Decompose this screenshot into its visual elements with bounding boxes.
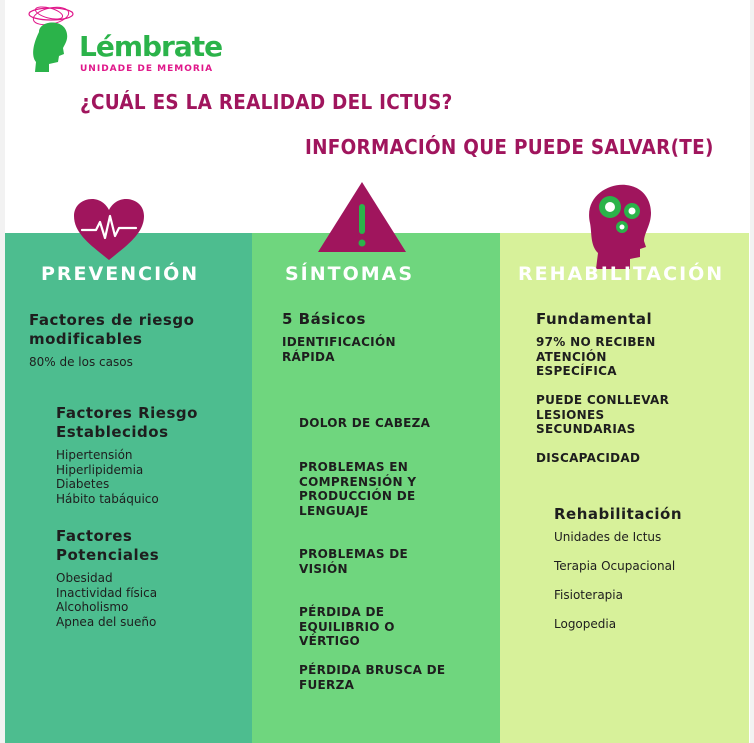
list-item: Apnea del sueño (56, 614, 157, 629)
fundamental-item: DISCAPACIDAD (536, 451, 641, 465)
establecidos-heading: Factores Riesgo Establecidos (56, 404, 198, 441)
fundamental-heading: Fundamental (536, 310, 653, 328)
rehab-item: Logopedia (554, 617, 617, 631)
symptom-item: DOLOR DE CABEZA (299, 416, 431, 430)
modificables-heading: Factores de riesgo modificables (29, 311, 195, 348)
symptom-item: PROBLEMAS DE VISIÓN (299, 547, 409, 576)
rehab-heading: Rehabilitación (554, 505, 682, 523)
list-item: Alcoholismo (56, 600, 129, 614)
head-logo-icon (25, 4, 77, 76)
rehab-item: Unidades de Ictus (554, 530, 662, 544)
page-subtitle: INFORMACIÓN QUE PUEDE SALVAR(TE) (305, 135, 714, 159)
potenciales-list (56, 571, 157, 629)
rehab-item: Fisioterapia (554, 588, 623, 602)
rehab-item: Terapia Ocupacional (554, 559, 676, 573)
page-title: ¿CUÁL ES LA REALIDAD DEL ICTUS? (80, 90, 453, 114)
list-item: Diabetes (56, 477, 110, 491)
list-item: Hipertensión (56, 448, 133, 462)
establecidos-list (56, 448, 159, 506)
symptom-item: PÉRDIDA DE EQUILIBRIO O VÉRTIGO (299, 605, 395, 648)
brand-logo (25, 4, 223, 76)
list-item: Hábito tabáquico (56, 491, 159, 506)
potenciales-heading: Factores Potenciales (56, 527, 160, 564)
basicos-note: IDENTIFICACIÓN RÁPIDA (282, 335, 396, 364)
list-item: Hiperlipidemia (56, 462, 144, 477)
fundamental-item: 97% NO RECIBEN ATENCIÓN ESPECÍFICA (536, 335, 656, 378)
prevencion-title: PREVENCIÓN (41, 263, 200, 285)
rehabilitacion-title: REHABILITACIÓN (518, 263, 725, 285)
modificables-note: 80% de los casos (29, 355, 133, 369)
list-item: Obesidad (56, 571, 113, 585)
brand-subtitle: UNIDADE DE MEMORIA (80, 64, 214, 74)
symptom-item: PÉRDIDA BRUSCA DE FUERZA (299, 663, 446, 692)
symptom-item: PROBLEMAS EN COMPRENSIÓN Y PRODUCCIÓN DE LENGUAJE (299, 460, 417, 518)
heart-pulse-icon (72, 198, 146, 262)
head-gears-icon (578, 183, 656, 271)
sintomas-title: SÍNTOMAS (285, 263, 415, 285)
basicos-heading: 5 Básicos (282, 310, 366, 328)
brand-name: Lémbrate (79, 30, 223, 63)
warning-triangle-icon (316, 180, 408, 254)
list-item: Inactividad física (56, 585, 158, 600)
fundamental-item: PUEDE CONLLEVAR LESIONES SECUNDARIAS (536, 393, 670, 436)
